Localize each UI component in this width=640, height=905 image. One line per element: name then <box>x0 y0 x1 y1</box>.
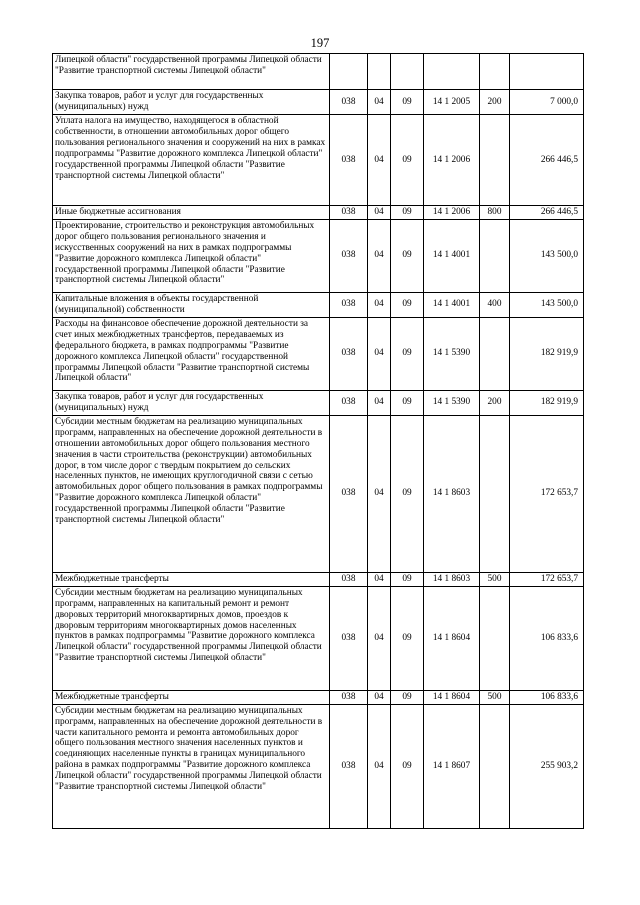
table-row <box>53 115 584 206</box>
row-name: Закупка товаров, работ и услуг для государственных (муниципальных) нужд <box>53 90 330 115</box>
target-article: 14 1 5390 <box>424 317 480 390</box>
table-row <box>53 415 584 572</box>
target-article: 14 1 8607 <box>424 704 480 828</box>
expense-type <box>480 586 510 690</box>
row-name: Уплата налога на имущество, находящегося в областной собственности, в отношении автомобильных дорог общего пользования регионального значения и сооружений на них в рамках подпрограммы "Развитие дорожного комплекса Липецкой области" государственной программы Липецкой области "Развитие транспортной системы Липецкой области" <box>53 115 330 206</box>
page-number: 197 <box>310 36 330 50</box>
target-article: 14 1 8604 <box>424 690 480 704</box>
target-article: 14 1 8603 <box>424 572 480 586</box>
table-body <box>53 54 584 829</box>
expense-type: 500 <box>480 572 510 586</box>
row-name: Субсидии местным бюджетам на реализацию муниципальных программ, направленных на обеспечение дорожной деятельности в части капитального ремонта и ремонта автомобильных дорог общего пользования местного значения населенных пунктов и соединяющих населенные пункты в границах муниципального района в рамках подпрограммы "Развитие дорожного комплекса Липецкой области" государственной программы Липецкой области "Развитие транспортной системы Липецкой области" <box>53 704 330 828</box>
table-row <box>53 219 584 292</box>
row-name: Капитальные вложения в объекты государственной (муниципальной) собственности <box>53 292 330 317</box>
section-code: 04 <box>368 572 391 586</box>
amount: 182 919,9 <box>510 390 584 415</box>
row-name: Субсидии местным бюджетам на реализацию муниципальных программ, направленных на капитальный ремонт и ремонт дворовых территорий многоквартирных домов, проездов к дворовым территориям многоквартирных домов населенных пунктов в рамках подпрограммы "Развитие дорожного комплекса Липецкой области" государственной программы Липецкой области "Развитие транспортной системы Липецкой области" <box>53 586 330 690</box>
row-name: Межбюджетные трансферты <box>53 690 330 704</box>
section-code: 04 <box>368 292 391 317</box>
amount: 172 653,7 <box>510 572 584 586</box>
row-name: Иные бюджетные ассигнования <box>53 206 330 220</box>
table-row <box>53 572 584 586</box>
target-article: 14 1 2006 <box>424 115 480 206</box>
subsection-code: 09 <box>391 317 424 390</box>
row-name: Расходы на финансовое обеспечение дорожной деятельности за счет иных межбюджетных трансфертов, передаваемых из федерального бюджета, в рамках подпрограммы "Развитие дорожного комплекса Липецкой области" государственной программы Липецкой области "Развитие транспортной системы Липецкой области" <box>53 317 330 390</box>
amount: 143 500,0 <box>510 292 584 317</box>
table-row <box>53 704 584 828</box>
ministry-code: 038 <box>330 90 368 115</box>
section-code: 04 <box>368 90 391 115</box>
ministry-code: 038 <box>330 115 368 206</box>
subsection-code: 09 <box>391 292 424 317</box>
section-code: 04 <box>368 690 391 704</box>
ministry-code: 038 <box>330 390 368 415</box>
table-row <box>53 292 584 317</box>
target-article <box>424 54 480 90</box>
subsection-code: 09 <box>391 219 424 292</box>
expense-type: 800 <box>480 206 510 220</box>
ministry-code: 038 <box>330 690 368 704</box>
expense-type <box>480 219 510 292</box>
expense-type: 500 <box>480 690 510 704</box>
target-article: 14 1 4001 <box>424 292 480 317</box>
amount: 266 446,5 <box>510 206 584 220</box>
target-article: 14 1 5390 <box>424 390 480 415</box>
expense-type <box>480 415 510 572</box>
table-row <box>53 586 584 690</box>
row-name: Закупка товаров, работ и услуг для государственных (муниципальных) нужд <box>53 390 330 415</box>
amount: 143 500,0 <box>510 219 584 292</box>
table-row <box>53 317 584 390</box>
expense-type <box>480 115 510 206</box>
budget-table <box>52 53 584 829</box>
section-code: 04 <box>368 704 391 828</box>
subsection-code: 09 <box>391 690 424 704</box>
amount: 255 903,2 <box>510 704 584 828</box>
subsection-code: 09 <box>391 115 424 206</box>
subsection-code: 09 <box>391 206 424 220</box>
target-article: 14 1 4001 <box>424 219 480 292</box>
ministry-code: 038 <box>330 572 368 586</box>
expense-type <box>480 317 510 390</box>
target-article: 14 1 8604 <box>424 586 480 690</box>
ministry-code: 038 <box>330 317 368 390</box>
amount: 7 000,0 <box>510 90 584 115</box>
section-code: 04 <box>368 206 391 220</box>
section-code: 04 <box>368 317 391 390</box>
row-name: Проектирование, строительство и реконструкция автомобильных дорог общего пользования регионального значения и искусственных сооружений на них в рамках подпрограммы "Развитие дорожного комплекса Липецкой области" государственной программы Липецкой области "Развитие транспортной системы Липецкой области" <box>53 219 330 292</box>
amount: 106 833,6 <box>510 586 584 690</box>
ministry-code: 038 <box>330 415 368 572</box>
target-article: 14 1 2005 <box>424 90 480 115</box>
subsection-code: 09 <box>391 704 424 828</box>
table-row <box>53 206 584 220</box>
ministry-code: 038 <box>330 292 368 317</box>
target-article: 14 1 2006 <box>424 206 480 220</box>
amount: 106 833,6 <box>510 690 584 704</box>
section-code: 04 <box>368 115 391 206</box>
subsection-code: 09 <box>391 90 424 115</box>
subsection-code: 09 <box>391 390 424 415</box>
subsection-code: 09 <box>391 415 424 572</box>
amount <box>510 54 584 90</box>
ministry-code: 038 <box>330 586 368 690</box>
ministry-code: 038 <box>330 206 368 220</box>
expense-type: 200 <box>480 90 510 115</box>
amount: 182 919,9 <box>510 317 584 390</box>
expense-type: 400 <box>480 292 510 317</box>
table-row <box>53 54 584 90</box>
target-article: 14 1 8603 <box>424 415 480 572</box>
ministry-code: 038 <box>330 219 368 292</box>
expense-type <box>480 704 510 828</box>
amount: 266 446,5 <box>510 115 584 206</box>
row-name: Межбюджетные трансферты <box>53 572 330 586</box>
section-code: 04 <box>368 415 391 572</box>
section-code: 04 <box>368 586 391 690</box>
table-row <box>53 690 584 704</box>
section-code: 04 <box>368 219 391 292</box>
subsection-code: 09 <box>391 586 424 690</box>
amount: 172 653,7 <box>510 415 584 572</box>
ministry-code <box>330 54 368 90</box>
row-name: Субсидии местным бюджетам на реализацию муниципальных программ, направленных на обеспечение дорожной деятельности в отношении автомобильных дорог общего пользования местного значения в части строительства (реконструкции) автомобильных дорог, в том числе дорог с твердым покрытием до сельских населенных пунктов, не имеющих круглогодичной связи с сетью автомобильных дорог общего пользования в рамках подпрограммы "Развитие дорожного комплекса Липецкой области" государственной программы Липецкой области "Развитие транспортной системы Липецкой области" <box>53 415 330 572</box>
table-row <box>53 390 584 415</box>
subsection-code: 09 <box>391 572 424 586</box>
table-row <box>53 90 584 115</box>
section-code: 04 <box>368 390 391 415</box>
ministry-code: 038 <box>330 704 368 828</box>
row-name: Липецкой области" государственной программы Липецкой области "Развитие транспортной системы Липецкой области" <box>53 54 330 90</box>
expense-type <box>480 54 510 90</box>
section-code <box>368 54 391 90</box>
expense-type: 200 <box>480 390 510 415</box>
subsection-code <box>391 54 424 90</box>
